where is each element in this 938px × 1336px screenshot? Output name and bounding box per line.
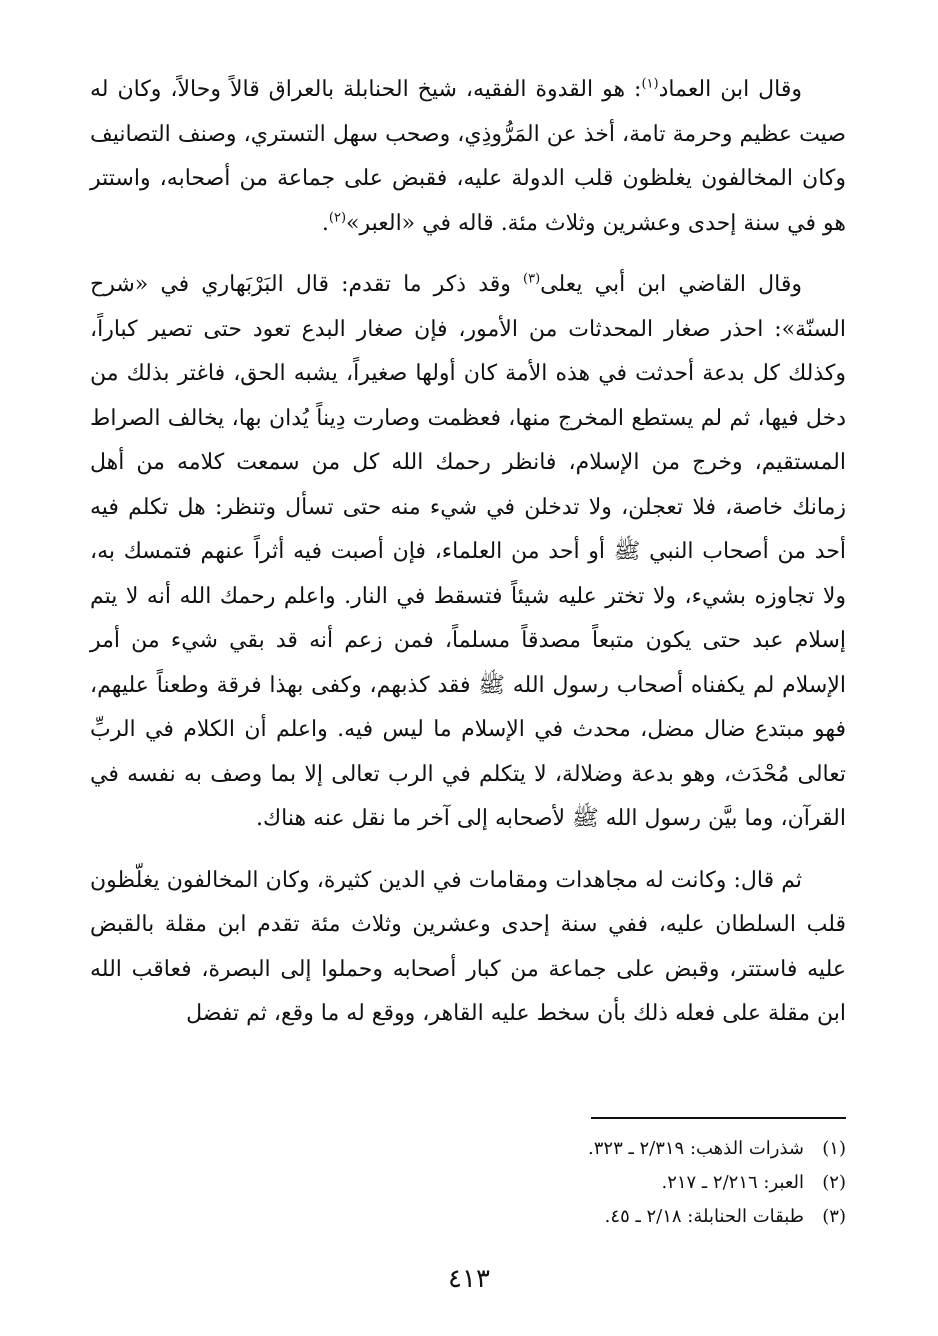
- footnote-number: (٢): [822, 1172, 846, 1193]
- paragraph-2: [90, 263, 846, 842]
- page-number: ٤١٣: [448, 1264, 490, 1294]
- footnote-separator: [591, 1117, 846, 1119]
- footnote-number: (١): [822, 1138, 846, 1159]
- footnote-2: [90, 1166, 846, 1200]
- footnote-1: [90, 1132, 846, 1166]
- paragraph-1-text-c: .: [321, 210, 329, 236]
- footnote-text: شذرات الذهب: ٢/٣١٩ ـ ٣٢٣.: [588, 1138, 804, 1159]
- paragraph-1: [90, 68, 846, 246]
- footnote-ref-1: (١): [641, 76, 659, 92]
- paragraph-3-text: ثم قال: وكانت له مجاهدات ومقامات في الدين كثيرة، وكان المخالفون يغلّظون قلب السلطان عليه، ففي سنة إحدى وعشرين وثلاث مئة تقدم ابن مقلة بالقبض عليه فاستتر، وقبض على جماعة من كبار أصحابه وحملوا إلى البصرة، فعاقب الله ابن مقلة على فعله ذلك بأن سخط عليه القاهر، ووقع له ما وقع، ثم تفضل: [90, 867, 846, 1026]
- footnote-text: العبر: ٢/٢١٦ ـ ٢١٧.: [661, 1172, 804, 1193]
- footnotes: [90, 1132, 846, 1234]
- paragraph-2-text-b: وقد ذكر ما تقدم: قال البَرْبَهاري في «شرح السنّة»: احذر صغار المحدثات من الأمور، فإن صغار البدع تعود حتى تصير كباراً، وكذلك كل بدعة أحدثت في هذه الأمة كان أولها صغيراً، يشبه الحق، فاغتر بذلك من دخل فيها، ثم لم يستطع المخرج منها، فعظمت وصارت دِيناً يُدان بها، يخالف الصراط المستقيم، وخرج من الإسلام، فانظر رحمك الله كل من سمعت كلامه من أهل زمانك خاصة، فلا تعجلن، ولا تدخلن في شيء منه حتى تسأل وتنظر: هل تكلم فيه أحد من أصحاب النبي ﷺ أو أحد من العلماء، فإن أصبت فيه أثراً عنهم فتمسك به، ولا تجاوزه بشيء، ولا تختر عليه شيئاً فتسقط في النار. واعلم رحمك الله أنه لا يتم إسلام عبد حتى يكون متبعاً مصدقاً مسلماً، فمن زعم أنه قد بقي شيء من أمر الإسلام لم يكفناه أصحاب رسول الله ﷺ فقد كذبهم، وكفى بهذا فرقة وطعناً عليهم، فهو مبتدع ضال مضل، محدث في الإسلام ما ليس فيه. واعلم أن الكلام في الربِّ تعالى مُحْدَث، وهو بدعة وضلالة، لا يتكلم في الرب تعالى إلا بما وصف به نفسه في القرآن، وما بيَّن رسول الله ﷺ لأصحابه إلى آخر ما نقل عنه هناك.: [90, 272, 846, 831]
- footnote-number: (٣): [822, 1206, 846, 1227]
- footnote-3: [90, 1200, 846, 1234]
- footnote-ref-2: (٢): [328, 210, 347, 226]
- paragraph-1-text-b: : هو القدوة الفقيه، شيخ الحنابلة بالعراق قالاً وحالاً، وكان له صيت عظيم وحرمة تامة، أخذ عن المَرُّوذِي، وصحب سهل التستري، وصنف التصانيف وكان المخالفون يغلظون قلب الدولة عليه، فقبض على جماعة من أصحابه، واستتر هو في سنة إحدى وعشرين وثلاث مئة. قاله في «العبر»: [90, 77, 846, 236]
- paragraph-3: [90, 859, 846, 1037]
- footnote-ref-3: (٣): [523, 271, 541, 287]
- paragraph-1-text-a: وقال ابن العماد: [658, 77, 802, 102]
- page-body: [90, 68, 846, 1037]
- footnote-text: طبقات الحنابلة: ٢/١٨ ـ ٤٥.: [604, 1206, 804, 1227]
- paragraph-2-text-a: وقال القاضي ابن أبي يعلى: [540, 272, 802, 297]
